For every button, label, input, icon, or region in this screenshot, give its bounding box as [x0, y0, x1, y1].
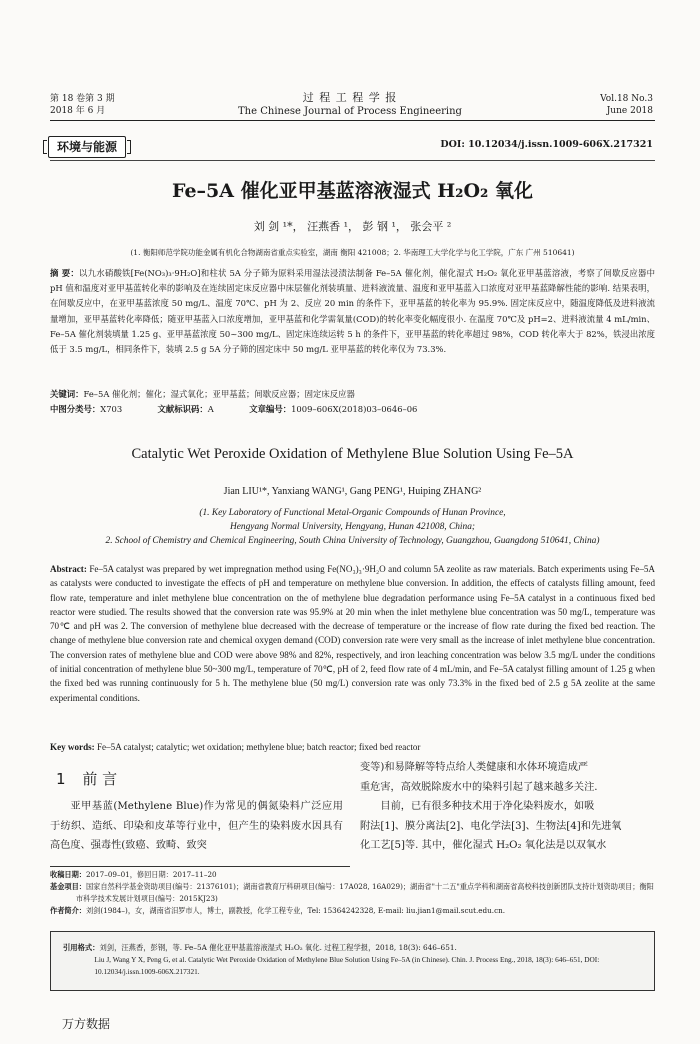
- footnote-rule: [50, 866, 350, 867]
- authors-cn: 刘 剑 ¹*， 汪燕香 ¹， 彭 钢 ¹， 张会平 ²: [253, 220, 452, 233]
- title-en: Catalytic Wet Peroxide Oxidation of Methylene Blue Solution Using Fe–5A: [131, 446, 574, 462]
- clc-value: X703: [100, 404, 123, 414]
- affiliation-en-line1: (1. Key Laboratory of Functional Metal-Organic Compounds of Hunan Province,: [199, 508, 506, 518]
- received-note: [50, 869, 655, 881]
- affiliation-en-line2: Hengyang Normal University, Hengyang, Hunan 421008, China;: [229, 522, 476, 532]
- journal-cn: 过 程 工 程 学 报: [302, 91, 398, 104]
- author-label: 作者简介：: [50, 906, 86, 915]
- keywords-cn-text: Fe–5A 催化剂；催化；湿式氧化；亚甲基蓝；间歇反应器；固定床反应器: [83, 389, 355, 399]
- header-center: [200, 91, 500, 119]
- abstract-cn-text: 以九水硝酸铁[Fe(NO₃)₃·9H₂O]和柱状 5A 分子筛为原料采用湿法浸渍法制备 Fe–5A 催化剂，催化湿式 H₂O₂ 氧化亚甲基蓝溶液，考察了间歇反应器中 pH 值和温度对亚甲基蓝转化率的影响及在连续固定床反应器中床层催化剂装填量、进料液流量、温度和亚甲基蓝入口浓度对亚甲基蓝降解性能的影响. 结果表明，在间歇反应中，在亚甲基蓝浓度 50 mg/L、温度 70℃、pH 为 2、反应 20 min 的条件下，亚甲基蓝的转化率为 95.9%. 固定床反应中，随温度降低及进料液流量增加，亚甲基蓝转化率降低；随亚甲基蓝入口浓度增加，亚甲基蓝和化学需氧量(COD)的转化率变化幅度很小. 在温度 70℃及 pH=2、进料液流量 4 mL/min、Fe–5A 催化剂装填量 1.25 g、亚甲基蓝浓度 50~300 mg/L、固定床连续运转 5 h 的条件下，亚甲基蓝的转化率超过 98%，COD 转化率大于 82%，铁浸出浓度低于 3.5 mg/L，相同条件下，装填 2.5 g 5A 分子筛的固定床中 50 mg/L 亚甲基蓝的转化率仅为 73.3%.: [50, 268, 655, 355]
- doc-label: 文献标识码：: [157, 404, 208, 414]
- citation-en: Liu J, Wang Y X, Peng G, et al. Catalytic Wet Peroxide Oxidation of Methylene Blue Solution Using Fe–5A (in Chinese). Chin. J. Process Eng., 2018, 18(3): 646–651, DOI: 10.12034/j.issn.1009-606X.217321.: [94, 955, 600, 976]
- affiliations-cn: (1. 衡阳师范学院功能金属有机化合物湖南省重点实验室，湖南 衡阳 421008；2. 华南理工大学化学与化工学院，广东 广州 510641): [130, 248, 575, 257]
- keywords-cn: [50, 387, 655, 402]
- keywords-en-label: Key words:: [50, 742, 95, 752]
- journal-en: The Chinese Journal of Process Engineering: [238, 106, 462, 117]
- intro-left-column: 亚甲基蓝(Methylene Blue)作为常见的偶氮染料广泛应用于纺织、造纸、印染和皮革等行业中，但产生的染料废水因具有高色度、强毒性(致癌、致畸、致突: [50, 801, 343, 851]
- citation-cn: 刘剑，汪燕香，彭钢，等. Fe–5A 催化亚甲基蓝溶液湿式 H₂O₂ 氧化. 过程工程学报，2018, 18(3): 646–651.: [99, 943, 457, 952]
- intro-right-line2: 重危害，高效脱除废水中的染料引起了越来越多关注.: [360, 781, 598, 793]
- affiliations-en: [50, 506, 655, 548]
- fund-note: [50, 881, 655, 905]
- citation-content: [63, 942, 648, 978]
- authors-en: Jian LIU¹*, Yanxiang WANG¹, Gang PENG¹, Huiping ZHANG²: [223, 486, 482, 497]
- abstract-cn: [50, 266, 655, 357]
- article-value: 1009–606X(2018)03–0646–06: [291, 404, 418, 414]
- intro-right-line4: 附法[1]、膜分离法[2]、电化学法[3]、生物法[4]和先进氧: [360, 820, 622, 832]
- author-text: 刘剑(1984–)，女，湖南省汨罗市人，博士，副教授，化学工程专业，Tel: 15364242328, E-mail: liu.jian1@mail.scut.edu.cn.: [85, 906, 506, 915]
- section-badge: 环境与能源: [48, 136, 126, 158]
- header-right: [600, 93, 653, 117]
- received-label: 收稿日期：: [50, 870, 86, 879]
- keywords-en: [50, 740, 655, 754]
- citation-label: 引用格式：: [63, 943, 100, 952]
- header-left: [50, 93, 115, 117]
- intro-heading-text: 前 言: [82, 770, 118, 788]
- fund-text: 国家自然科学基金资助项目(编号：21376101)；湖南省教育厅科研项目(编号：17A028, 16A029)；湖南省"十二五"重点学科和湖南省高校科技创新团队支持计划资助项目；衡阳市科学技术发展计划项目(编号：2015KJ23): [75, 882, 654, 903]
- title-cn: Fe–5A 催化亚甲基蓝溶液湿式 H₂O₂ 氧化: [172, 180, 533, 202]
- date-en: June 2018: [606, 106, 653, 116]
- intro-heading-num: 1: [56, 770, 66, 788]
- abstract-en-text: Fe–5A catalyst was prepared by wet impregnation method using Fe(NO₃)₃·9H₂O and column 5A zeolite as raw materials. Batch experiments using Fe–5A as catalysts were conducted to investigate the effects of pH and temperature on methylene blue conversion. In addition, the effects of catalysts filling amount, feed flow rate, temperature and inlet methylene blue concentration on the of methylene blue degradation performance using Fe–5A catalyst in a continuous fixed bed reactor were studied. The results showed that the conversion rate was 95.9% at 20 min when the inlet methylene blue concentration was 50 mg/L, temperature was 70℃ and pH was 2. The conversion of methylene blue decreased with the decrease of temperature or the increase of flow rate during the fixed bed reaction. The change of methylene blue conversion rate and chemical oxygen demand (COD) conversion rate were very small as the increase of inlet methylene blue concentration. The conversion rates of methylene blue and COD were above 98% and 82%, respectively, and iron leaching concentration was below 3.5 mg/L under the conditions of initial concentration of methylene blue 50~300 mg/L, temperature of 70℃, pH of 2, feed flow rate of 4 mL/min, and Fe–5A catalyst filling amount of 1.25 g when the fixed bed was running continuously for 5 h. The methylene blue (50 mg/L) conversion rate was only 73.3% in the fixed bed of 2.5 g 5A zeolite at the same experimental conditions.: [50, 564, 655, 703]
- intro-right-line3: 目前，已有很多种技术用于净化染料废水，如吸: [380, 801, 595, 812]
- footnotes: [50, 869, 655, 917]
- abstract-en-label: Abstract:: [50, 564, 87, 574]
- author-note: [50, 905, 655, 917]
- article-label: 文章编号：: [249, 404, 292, 414]
- volume-cn: 第 18 卷第 3 期: [50, 94, 115, 104]
- intro-heading: [56, 768, 117, 789]
- date-cn: 2018 年 6 月: [50, 106, 106, 116]
- keywords-cn-label: 关键词：: [50, 389, 84, 399]
- doi[interactable]: DOI: 10.12034/j.issn.1009-606X.217321: [440, 139, 653, 150]
- fund-label: 基金项目：: [50, 882, 86, 891]
- intro-right-line5: 化工艺[5]等. 其中，催化湿式 H₂O₂ 氧化法是以双氧水: [360, 840, 607, 851]
- affiliation-en-line3: 2. School of Chemistry and Chemical Engineering, South China University of Technology, Guangzhou, Guangdong 510641, China): [105, 536, 600, 546]
- abstract-cn-label: 摘 要：: [50, 268, 79, 278]
- classification: [50, 402, 655, 417]
- intro-right-line1: 变等)和易降解等特点给人类健康和水体环境造成严: [360, 762, 589, 773]
- doi-rule: [50, 160, 655, 161]
- header-rule: [50, 120, 655, 121]
- citation-box: [50, 931, 655, 991]
- doc-value: A: [207, 404, 214, 414]
- volume-en: Vol.18 No.3: [600, 94, 653, 104]
- received-text: 2017–09–01，修回日期：2017–11–20: [85, 870, 217, 879]
- intro-right-column: [360, 758, 656, 856]
- clc-label: 中图分类号：: [50, 404, 101, 414]
- keywords-en-text: Fe–5A catalyst; catalytic; wet oxidation; methylene blue; batch reactor; fixed bed reactor: [97, 742, 421, 752]
- abstract-en: [50, 562, 655, 705]
- watermark: 万方数据: [62, 1017, 111, 1031]
